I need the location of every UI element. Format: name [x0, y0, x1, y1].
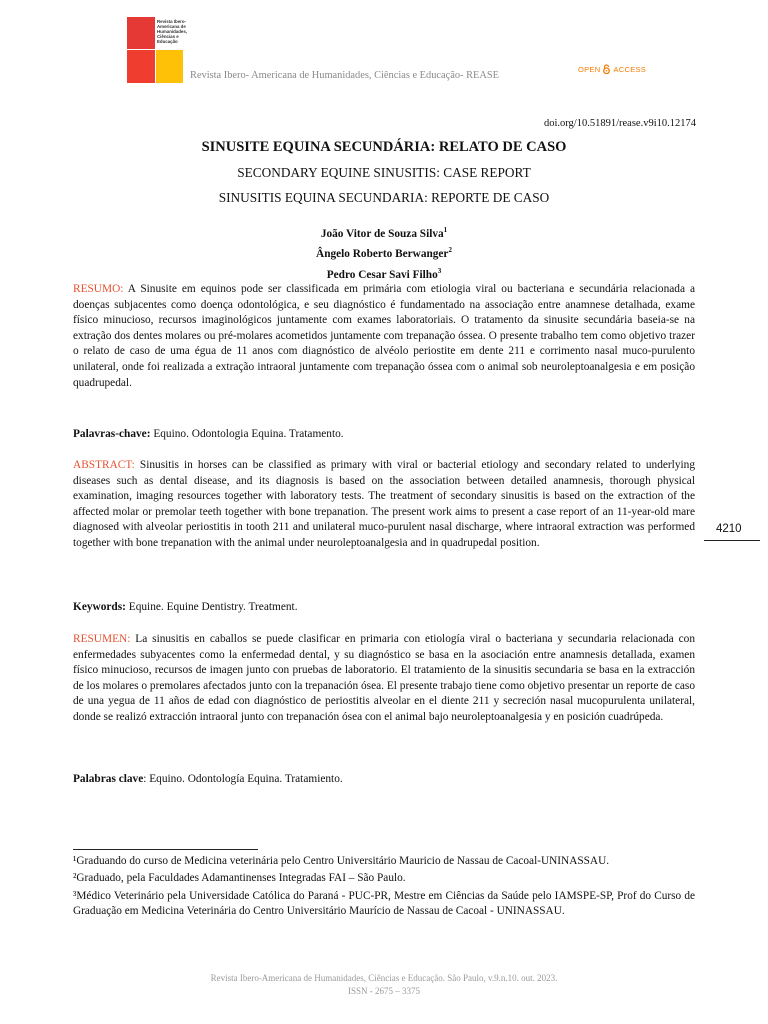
keywords-pt-text: Equino. Odontologia Equina. Tratamento. [150, 428, 344, 440]
footer-issn: ISSN - 2675 – 3375 [347, 985, 420, 996]
keywords-es-label: Palabras clave [73, 773, 144, 785]
footer-citation: Revista Ibero-Americana de Humanidades, Ciências e Educação. São Paulo, v.9.n.10. out. 2023. [210, 973, 558, 983]
abstract-paragraph [73, 458, 695, 552]
author [0, 263, 768, 283]
author [0, 242, 768, 262]
footnote-separator [73, 849, 258, 850]
author-footnote-marker: 3 [437, 266, 442, 275]
open-access-badge [578, 64, 646, 74]
author-name: Pedro Cesar Savi Filho [326, 268, 438, 281]
title-spanish: SINUSITIS EQUINA SECUNDARIA: REPORTE DE CASO [218, 190, 550, 205]
abstract-text: Sinusitis in horses can be classified as primary with viral or bacterial etiology and secondary related to underlying diseases such as dental disease, and its diagnosis is based on the association between detailed anamnesis, thorough physical examination, imaging resources together with laboratory tests. The treatment of secondary sinusitis is based on the extraction of the affected molar or premolar teeth together with bone trepanation. The present work aims to present a case report of an 11-year-old mare diagnosed with alveolar periostitis in tooth 211 and unilateral muco-purulent nasal discharge, where intraoral extraction was performed together with bone trepanation with the animal under neuroleptoanalgesia and in quadrupedal position. [73, 459, 695, 549]
logo-square-red-top [127, 17, 155, 49]
page-number-rule [704, 540, 760, 541]
title-portuguese: SINUSITE EQUINA SECUNDÁRIA: RELATO DE CASO [201, 139, 567, 155]
logo-square-red-bottom [127, 50, 155, 83]
keywords-pt-label: Palavras-chave: [73, 428, 151, 440]
resumo-label: RESUMO: [73, 283, 124, 295]
doi-link[interactable]: doi.org/10.51891/rease.v9i10.12174 [543, 118, 696, 129]
keywords-spanish [73, 772, 695, 788]
author-name: João Vitor de Souza Silva [320, 227, 444, 240]
author-footnote-marker: 1 [443, 226, 448, 234]
footnote: ³Médico Veterinário pela Universidade Católica do Paraná - PUC-PR, Mestre em Ciências da Saúde pelo IAMSPE-SP, Prof do Curso de Graduação em Medicina Veterinária do Centro Universitário Maurício de Nassau de Cacoal - UNINASSAU. [73, 889, 695, 917]
resumen-label: RESUMEN: [73, 633, 131, 645]
logo-text: Revista Ibero-Americana de Humanidades, Ciências e Educação [157, 19, 188, 44]
keywords-english [73, 600, 695, 616]
logo-square-yellow [156, 50, 183, 83]
abstract-label: ABSTRACT: [73, 459, 135, 471]
open-lock-icon [602, 64, 611, 74]
resumen-paragraph [73, 632, 695, 726]
keywords-portuguese [73, 427, 695, 443]
footnote: ²Graduado, pela Faculdades Adamantinenses Integradas FAI – São Paulo. [73, 872, 406, 885]
open-access-label-pre: OPEN [578, 65, 601, 74]
footnotes [73, 854, 695, 921]
keywords-en-text: Equine. Equine Dentistry. Treatment. [125, 601, 298, 613]
author-footnote-marker: 2 [448, 246, 452, 255]
resumen-text: La sinusitis en caballos se puede clasificar en primaria con etiología viral o bacteriana y secundaria relacionada con enfermedades subyacentes como la enfermedad dental, y su diagnóstico se basa en la asociación entre anamnesis detallada, examen físico minucioso, recursos de imagen junto con pruebas de laboratorio. El tratamiento de la sinusitis secundaria se basa en la extracción de los molares o premolares afectados junto con la trepanación ósea. El presente trabajo tiene como objetivo presentar un reporte de caso de una yegua de 11 años de edad con diagnóstico de periostitis alveolar en el diente 211 y secreción nasal mucopurulenta unilateral, donde se realizó extracción intraoral junto con trepanación ósea con el animal bajo neuroleptoanalgesia y en posición cuadrúpeda. [73, 633, 695, 723]
footnote: ¹Graduando do curso de Medicina veterinária pelo Centro Universitário Mauricio de Nassau de Cacoal-UNINASSAU. [73, 855, 610, 867]
journal-header: Revista Ibero- Americana de Humanidades, Ciências e Educação- REASE [190, 70, 500, 81]
journal-logo [127, 17, 189, 83]
author [0, 222, 768, 242]
keywords-en-label: Keywords: [73, 601, 126, 613]
page-footer [0, 972, 768, 997]
resumo-paragraph [73, 282, 695, 391]
resumo-text: A Sinusite em equinos pode ser classificada em primária com etiologia viral ou bacteriana e secundária relacionada a doenças subjacentes como doença odontológica, e seu diagnóstico é fundamentado na associação entre anamnese detalhada, exame físico minucioso, recursos imaginológicos juntamente com exames laboratoriais. O tratamento da sinusite secundária baseia-se na extração dos dentes molares ou pré-molares acometidos juntamente com trepanação óssea. O presente trabalho tem como objetivo trazer o relato de caso de uma égua de 11 anos com diagnóstico de alvéolo periostite em dente 211 e corrimento nasal muco-purulento unilateral, onde foi realizada a extração intraoral juntamente com trepanação óssea com o animal sob neuroleptoanalgesia e em posição quadrupedal. [73, 283, 695, 389]
open-access-label-post: ACCESS [613, 65, 647, 74]
page-number: 4210 [716, 523, 742, 535]
author-list [0, 222, 768, 283]
keywords-es-text: : Equino. Odontología Equina. Tratamiento. [143, 773, 343, 785]
title-english: SECONDARY EQUINE SINUSITIS: CASE REPORT [237, 165, 531, 180]
author-name: Ângelo Roberto Berwanger [316, 248, 449, 261]
